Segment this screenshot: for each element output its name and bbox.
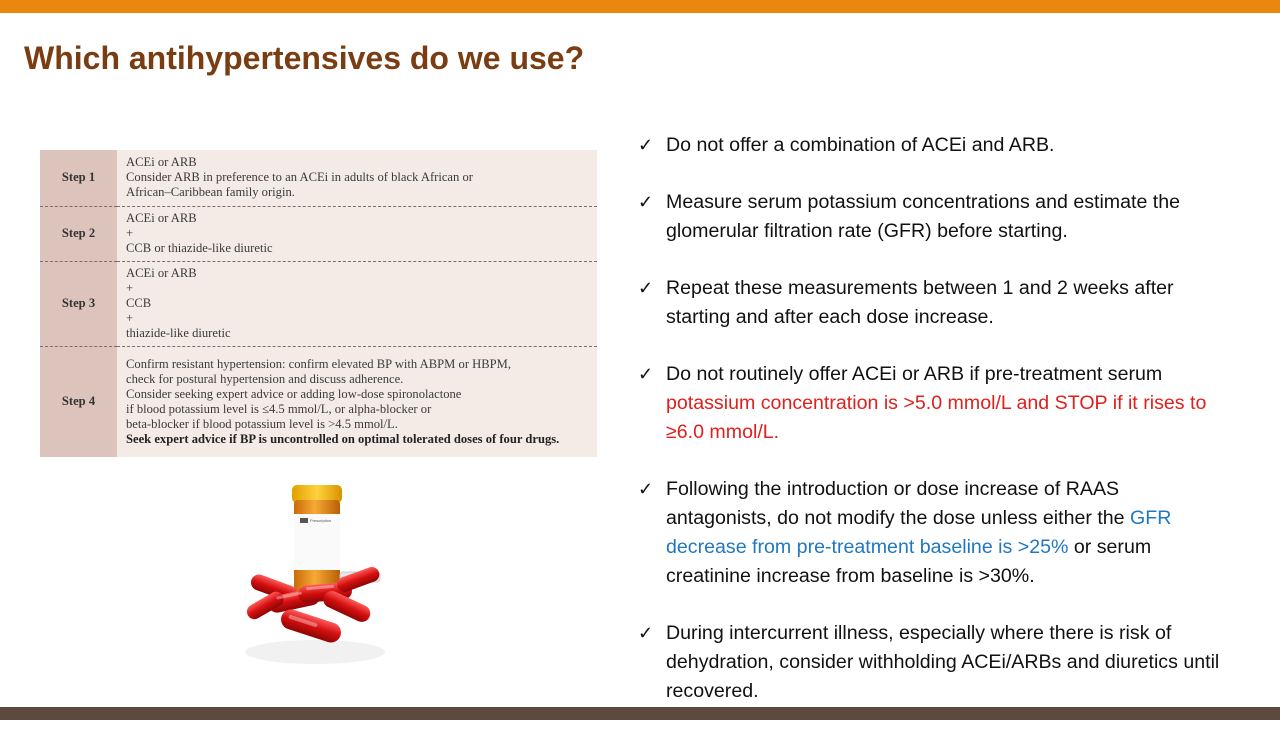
step-table [40, 150, 597, 457]
pill-bottle-icon [240, 480, 390, 670]
step-line: thiazide-like diuretic [126, 326, 231, 340]
bottle-label-text: Prescription [310, 518, 332, 523]
step-line: ACEi or ARB [126, 266, 197, 280]
step-content [117, 206, 597, 261]
top-accent-bar [0, 0, 1280, 13]
checkmark-icon: ✓ [638, 623, 654, 643]
step-line: ACEi or ARB [126, 211, 197, 225]
step-line: + [126, 311, 134, 325]
checkmark-icon: ✓ [638, 479, 654, 499]
list-item [636, 188, 1226, 246]
step-label: Step 1 [40, 150, 117, 206]
list-item [636, 274, 1226, 332]
bullet-text: Measure serum potassium concentrations and estimate the glomerular filtration rate (GFR) before starting. [666, 191, 1181, 242]
step-line: African–Caribbean family origin. [126, 185, 295, 200]
step-label: Step 4 [40, 346, 117, 457]
step-line: if blood potassium level is ≤4.5 mmol/L, or alpha-blocker or [126, 401, 432, 416]
step-label: Step 2 [40, 206, 117, 261]
bullet-text: Do not routinely offer ACEi or ARB if pre-treatment serum [666, 363, 1163, 385]
bullet-highlight-blue: GFR decrease from pre-treatment baseline is >25% [666, 507, 1172, 558]
step-content [117, 346, 597, 457]
bullet-text: During intercurrent illness, especially where there is risk of dehydration, consider withholding ACEi/ARBs and diuretics until recovered. [666, 622, 1220, 702]
list-item [636, 475, 1226, 591]
table-row-step-4 [40, 346, 597, 457]
step-line: Confirm resistant hypertension: confirm elevated BP with ABPM or HBPM, [126, 356, 512, 371]
step-line: CCB or thiazide-like diuretic [126, 241, 273, 255]
bottom-accent-bar [0, 707, 1280, 720]
step-line: check for postural hypertension and discuss adherence. [126, 371, 404, 386]
table-row-step-3 [40, 261, 597, 346]
table-row-step-1 [40, 150, 597, 206]
step-line: + [126, 281, 134, 295]
checkmark-icon: ✓ [638, 364, 654, 384]
step-line: CCB [126, 296, 152, 310]
checkmark-icon: ✓ [638, 135, 654, 155]
step-line: beta-blocker if blood potassium level is >4.5 mmol/L. [126, 416, 398, 431]
table-row-step-2 [40, 206, 597, 261]
list-item [636, 619, 1226, 706]
step-line: Consider ARB in preference to an ACEi in adults of black African or [126, 170, 473, 185]
bullet-highlight-red: potassium concentration is >5.0 mmol/L and STOP if it rises to ≥6.0 mmol/L. [666, 392, 1207, 443]
list-item [636, 131, 1226, 160]
checkmark-icon: ✓ [638, 278, 654, 298]
bullet-list [636, 131, 1226, 734]
step-bold-line: Seek expert advice if BP is uncontrolled on optimal tolerated doses of four drugs. [126, 431, 560, 446]
step-content [117, 150, 597, 206]
step-label: Step 3 [40, 261, 117, 346]
checkmark-icon: ✓ [638, 192, 654, 212]
step-line: ACEi or ARB [126, 155, 197, 170]
slide-title: Which antihypertensives do we use? [24, 40, 585, 76]
bullet-text: Do not offer a combination of ACEi and ARB. [666, 134, 1055, 156]
list-item [636, 360, 1226, 447]
step-line: + [126, 226, 134, 240]
step-line: Consider seeking expert advice or adding low-dose spironolactone [126, 386, 462, 401]
step-content [117, 261, 597, 346]
bullet-text: or serum creatinine increase from baseline is >30%. [666, 536, 1152, 587]
bullet-text: Repeat these measurements between 1 and 2 weeks after starting and after each dose increase. [666, 277, 1174, 328]
bullet-text: Following the introduction or dose increase of RAAS antagonists, do not modify the dose unless either the [666, 478, 1131, 529]
